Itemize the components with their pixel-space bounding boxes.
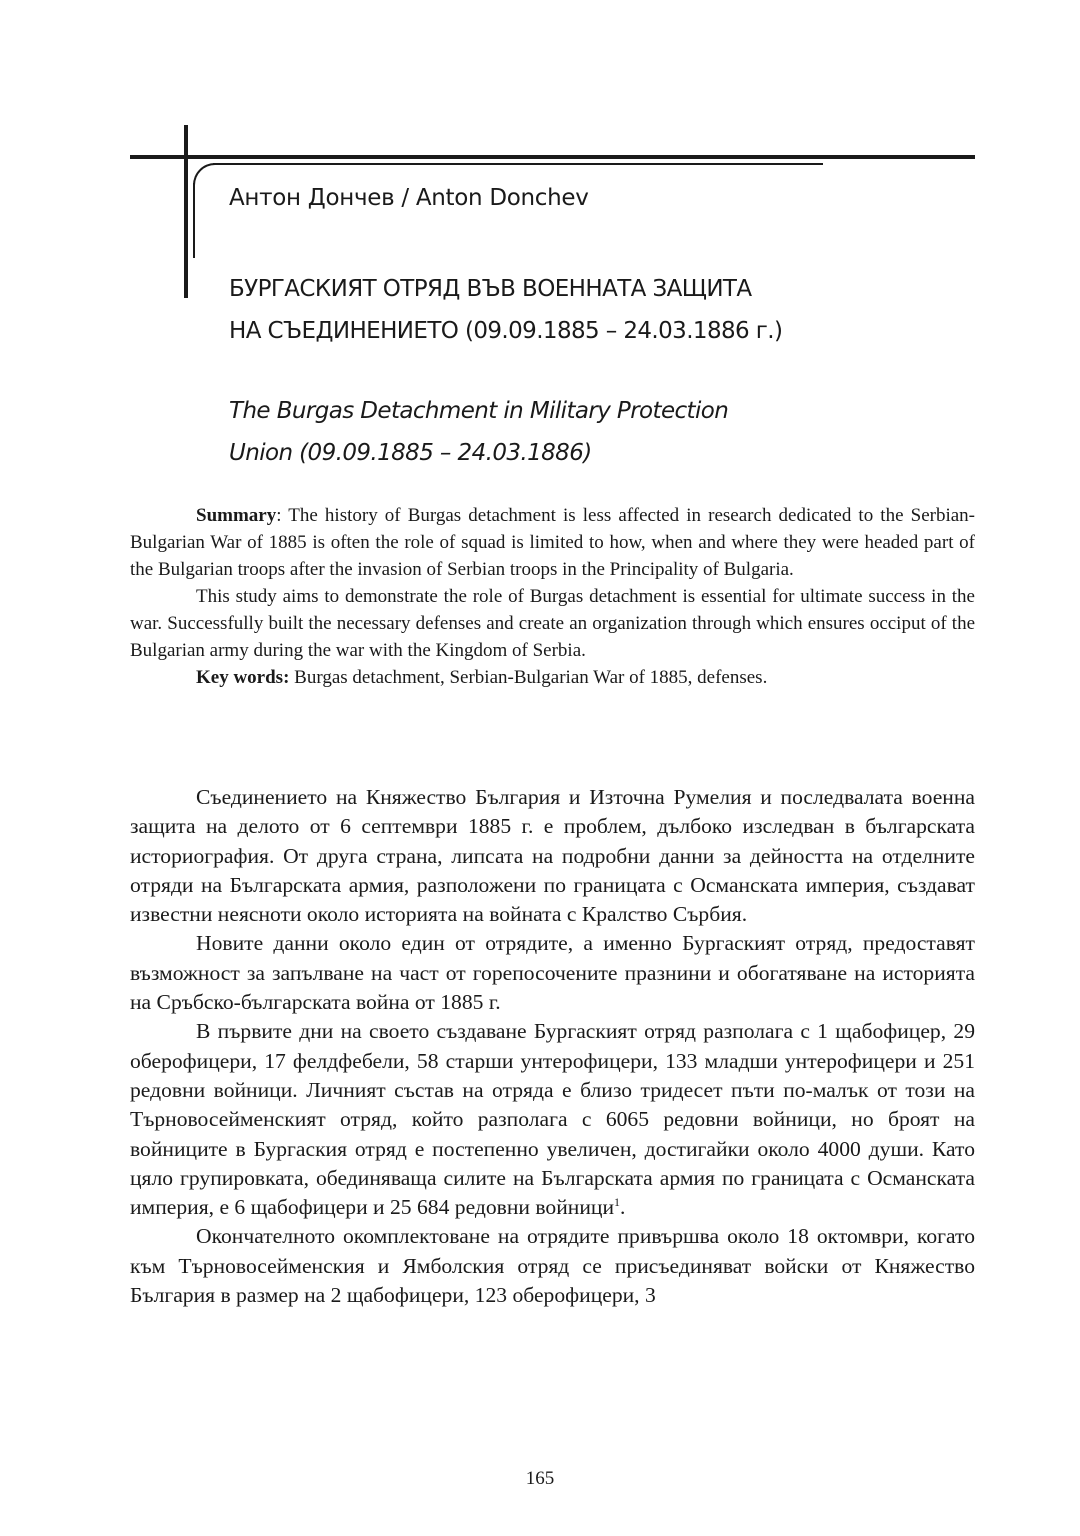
keywords-label: Key words:	[196, 667, 290, 688]
header-rule-inner	[213, 163, 823, 165]
keywords-text: Burgas detachment, Serbian-Bulgarian War of 1885, defenses.	[289, 667, 768, 688]
header-rule-vertical	[184, 125, 188, 298]
body-paragraph-3-end: .	[620, 1195, 626, 1220]
title-english-line-1: The Burgas Detachment in Military Protection	[229, 398, 729, 424]
summary-paragraph	[130, 502, 975, 583]
header-rule-corner	[193, 163, 215, 185]
summary-text: : The history of Burgas detachment is less affected in research dedicated to the Serbian-Bulgarian War of 1885 is often the role of squad is limited to how, when and where they were headed part of the Bulgarian troops after the invasion of Serbian troops in the Principality of Bulgaria.	[130, 505, 975, 580]
body-paragraph-3	[130, 1017, 975, 1222]
title-english-line-2: Union (09.09.1885 – 24.03.1886)	[229, 440, 592, 466]
title-bulgarian-line-2: НА СЪЕДИНЕНИЕТО (09.09.1885 – 24.03.1886 г.)	[229, 318, 783, 344]
title-bulgarian-line-1: БУРГАСКИЯТ ОТРЯД ВЪВ ВОЕННАТА ЗАЩИТА	[229, 276, 752, 302]
abstract	[130, 502, 975, 691]
keywords	[130, 664, 975, 691]
title-english	[229, 390, 728, 474]
page-number: 165	[525, 1468, 555, 1489]
title-bulgarian	[229, 268, 782, 352]
body-paragraph-4: Окончателното окомплектоване на отрядите привършва около 18 октомври, когато към Търновосейменския и Ямболския отряд се присъединяват войски от Княжество България в размер на 2 щабофицери, 123 оберофицери, 3	[130, 1224, 975, 1308]
body-paragraph-2: Новите данни около един от отрядите, а именно Бургаският отряд, предоставят възможност за запълване на част от горепосочените празнини и обогатяване на историята на Сръбско-българската война от 1885 г.	[130, 931, 975, 1015]
header-rule-top	[130, 155, 975, 159]
body-paragraph-3-text: В първите дни на своето създаване Бургаският отряд разполага с 1 щабофицер, 29 оберофицери, 17 фелдфебели, 58 старши унтерофицери, 133 младши унтерофицери и 251 редовни войници. Личният състав на отряда е близо тридесет пъти по-малък от този на Търновосейменският отряд, който разполага с 6065 редовни войници, но броят на войниците в Бургаския отряд е постепенно увеличен, достигайки около 4000 души. Като цяло групировката, обединяваща силите на Българската армия по границата с Османската империя, е 6 щабофицери и 25 684 редовни войници	[130, 1019, 975, 1220]
author-name: Антон Дончев / Anton Donchev	[229, 185, 589, 211]
summary-label: Summary	[196, 505, 277, 526]
summary-paragraph-2: This study aims to demonstrate the role of Burgas detachment is essential for ultimate success in the war. Successfully built the necessary defenses and create an organization through which ensures occiput of the Bulgarian army during the war with the Kingdom of Serbia.	[130, 586, 975, 661]
header-rule-inner-vertical	[193, 183, 195, 258]
article-body	[130, 783, 975, 1310]
body-paragraph-1: Съединението на Княжество България и Източна Румелия и последвалата военна защита на делото от 6 септември 1885 г. е проблем, дълбоко изследван в българската историография. От друга страна, липсата на подробни данни за дейността на отделните отряди на Българската армия, разположени по границата с Османската империя, създават известни неясноти около историята на войната с Кралство Сърбия.	[130, 785, 975, 927]
footnote-ref[interactable]: 1	[614, 1194, 621, 1209]
